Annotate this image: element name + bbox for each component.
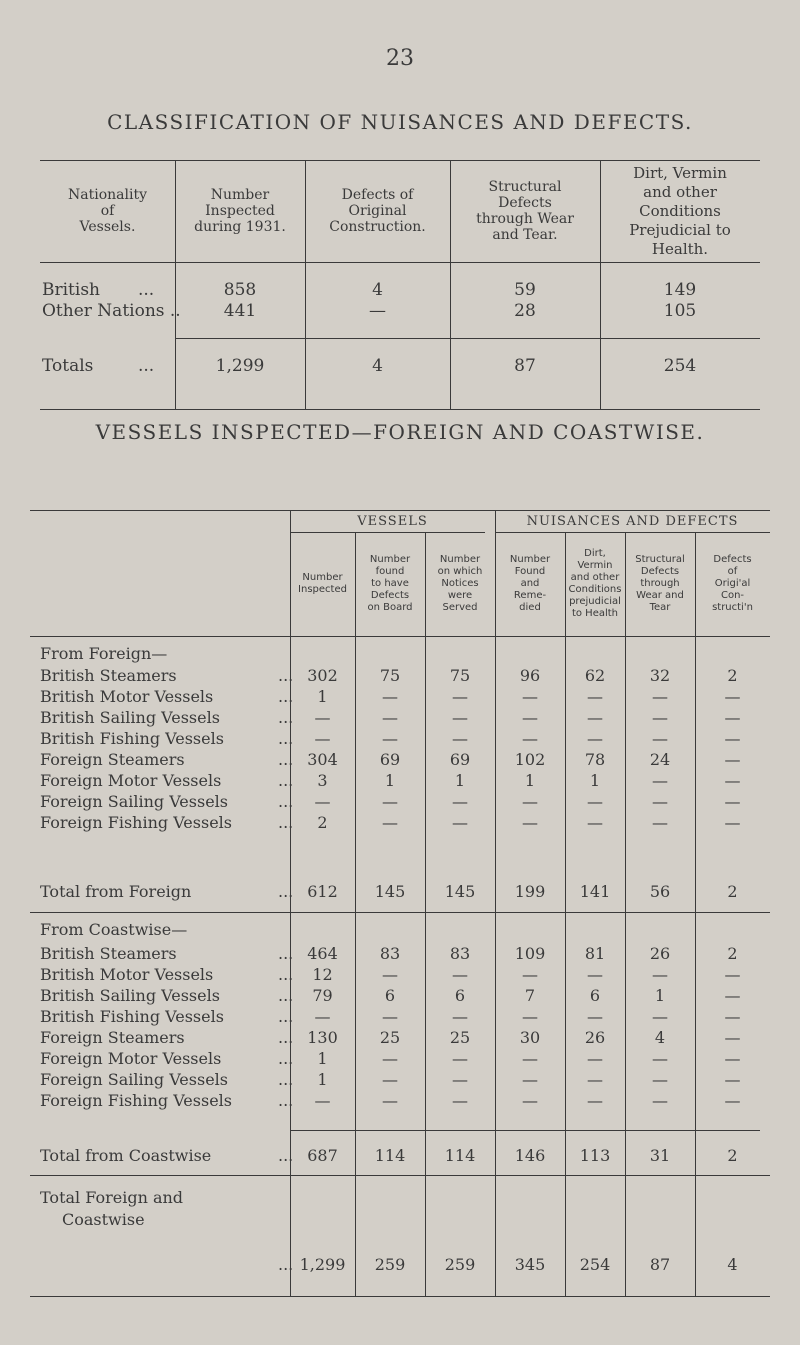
table-cell: 254	[579, 1255, 611, 1274]
table-cell: 1	[317, 1070, 328, 1089]
table-cell: 62	[584, 666, 606, 685]
table-cell: 4	[727, 1255, 738, 1274]
section-heading-coastwise: From Coastwise—	[40, 920, 188, 939]
column-header: Dirt, Vermin and other Conditions prejudicial to Health	[568, 548, 622, 619]
table-cell: 59	[514, 280, 536, 300]
row-label: Foreign Fishing Vessels	[40, 813, 232, 832]
table-cell: 302	[307, 666, 338, 685]
column-header: Number Found and Reme- died	[509, 554, 551, 613]
table-cell: —	[724, 1049, 741, 1068]
table-cell: 145	[444, 882, 476, 901]
table-cell: —	[382, 965, 398, 984]
table-cell: 2	[727, 944, 738, 963]
table-cell: 858	[223, 280, 257, 300]
table-cell: 113	[579, 1146, 611, 1165]
table-cell: —	[522, 708, 538, 727]
table-cell: —	[452, 1091, 468, 1110]
table-cell: —	[724, 1007, 741, 1026]
table-cell: 259	[374, 1255, 406, 1274]
column-header: Number on which Notices were Served	[437, 554, 483, 613]
row-label: British Fishing Vessels	[40, 1007, 224, 1026]
table-cell: —	[314, 729, 331, 748]
table-cell: 1	[654, 986, 666, 1005]
table-cell: 75	[449, 666, 471, 685]
table-cell: 146	[514, 1146, 546, 1165]
table-cell: 2	[317, 813, 328, 832]
row-dots: ...	[278, 666, 294, 685]
row-dots: ...	[278, 708, 294, 727]
rule	[495, 510, 496, 1296]
table-cell: 6	[454, 986, 466, 1005]
table-cell: 4	[654, 1028, 666, 1047]
table-cell: 145	[374, 882, 406, 901]
row-label: British Sailing Vessels	[40, 708, 220, 727]
table-cell: 2	[727, 1146, 738, 1165]
classification-table	[40, 160, 760, 410]
table-cell: 1	[384, 771, 396, 790]
table-cell: —	[452, 813, 468, 832]
rule	[30, 1296, 770, 1297]
rule	[30, 510, 770, 511]
rule	[40, 160, 760, 161]
table-cell: —	[522, 813, 538, 832]
row-dots: ...	[278, 944, 294, 963]
grand-total-label: Total Foreign and	[40, 1188, 184, 1207]
table-cell: 1	[524, 771, 536, 790]
table-cell: 69	[449, 750, 471, 769]
table-cell: —	[587, 708, 603, 727]
column-header: Number Inspected during 1931.	[194, 187, 286, 235]
table-cell: 81	[584, 944, 606, 963]
table-cell: 1	[589, 771, 601, 790]
table-cell: —	[587, 729, 603, 748]
table-cell: —	[452, 1007, 468, 1026]
table-cell: —	[724, 687, 741, 706]
rule	[290, 532, 485, 533]
table-cell: —	[382, 813, 398, 832]
table-cell: 87	[514, 356, 536, 376]
table-cell: —	[724, 1091, 741, 1110]
table-cell: —	[382, 1070, 398, 1089]
rule	[40, 262, 760, 263]
table-cell: —	[652, 729, 668, 748]
table-cell: —	[522, 1070, 538, 1089]
rule	[290, 1130, 760, 1131]
table-cell: —	[522, 1007, 538, 1026]
row-dots: ...	[278, 1255, 294, 1274]
table-cell: 141	[579, 882, 611, 901]
table-cell: —	[652, 1091, 668, 1110]
table-cell: 83	[379, 944, 401, 963]
table-cell: —	[724, 1070, 741, 1089]
table-cell: —	[724, 1028, 741, 1047]
table-cell: —	[314, 1007, 331, 1026]
table-cell: 25	[449, 1028, 471, 1047]
column-header: Structural Defects through Wear and Tear	[635, 554, 685, 613]
row-label: British Fishing Vessels	[40, 729, 224, 748]
row-dots: ...	[278, 965, 294, 984]
table-cell: —	[724, 771, 741, 790]
table-cell: —	[724, 792, 741, 811]
classification-title: CLASSIFICATION OF NUISANCES AND DEFECTS.	[107, 110, 693, 134]
table-cell: 2	[727, 882, 738, 901]
rule	[495, 532, 770, 533]
table-cell: —	[314, 708, 331, 727]
table-cell: 130	[307, 1028, 338, 1047]
row-label: Foreign Sailing Vessels	[40, 792, 228, 811]
row-dots: ...	[278, 771, 294, 790]
row-dots: ...	[278, 750, 294, 769]
table-cell: 1	[454, 771, 466, 790]
table-cell: —	[382, 1007, 398, 1026]
table-cell: 31	[649, 1146, 671, 1165]
group-header-vessels: VESSELS	[357, 514, 428, 529]
table-cell: 4	[372, 280, 383, 300]
row-label: Foreign Sailing Vessels	[40, 1070, 228, 1089]
table-cell: —	[522, 687, 538, 706]
table-cell: —	[452, 729, 468, 748]
column-header: Defects of Original Construction.	[329, 187, 426, 235]
row-label: Totals	[42, 356, 94, 376]
table-cell: —	[587, 687, 603, 706]
table-cell: —	[652, 813, 668, 832]
table-cell: 32	[649, 666, 671, 685]
column-header: Dirt, Vermin and other Conditions Prejudicial to Health.	[629, 164, 731, 258]
table-cell: —	[314, 792, 331, 811]
table-cell: —	[724, 708, 741, 727]
row-label: Other Nations ..	[42, 301, 181, 321]
row-dots: ...	[138, 280, 155, 300]
row-label: British Motor Vessels	[40, 687, 214, 706]
table-cell: —	[587, 1007, 603, 1026]
row-dots: ...	[278, 1049, 294, 1068]
table-cell: —	[452, 792, 468, 811]
table-cell: —	[522, 792, 538, 811]
table-cell: —	[724, 729, 741, 748]
table-cell: —	[382, 792, 398, 811]
table-cell: —	[724, 986, 741, 1005]
column-header: Structural Defects through Wear and Tear.	[476, 179, 574, 243]
table-cell: —	[382, 708, 398, 727]
table-cell: 149	[663, 280, 697, 300]
row-label: British Steamers	[40, 666, 177, 685]
row-label: Foreign Steamers	[40, 1028, 185, 1047]
table-cell: —	[652, 965, 668, 984]
row-label: Total from Coastwise	[40, 1146, 212, 1165]
row-label: British Steamers	[40, 944, 177, 963]
table-cell: 26	[649, 944, 671, 963]
table-cell: —	[382, 1091, 398, 1110]
row-label: British Sailing Vessels	[40, 986, 220, 1005]
group-header-nuisances: NUISANCES AND DEFECTS	[526, 514, 739, 529]
row-label: Foreign Motor Vessels	[40, 1049, 222, 1068]
table-cell: —	[522, 1049, 538, 1068]
table-cell: —	[587, 792, 603, 811]
page-number: 23	[386, 46, 414, 71]
row-dots: ...	[278, 687, 294, 706]
table-cell: —	[452, 1070, 468, 1089]
table-cell: 612	[307, 882, 338, 901]
table-cell: 30	[519, 1028, 541, 1047]
table-cell: —	[314, 1091, 331, 1110]
row-dots: ...	[278, 1070, 294, 1089]
table-cell: —	[652, 1070, 668, 1089]
table-cell: —	[369, 301, 386, 321]
row-dots: ...	[278, 1007, 294, 1026]
rule	[290, 510, 291, 1296]
table-cell: 87	[649, 1255, 671, 1274]
table-cell: —	[382, 1049, 398, 1068]
table-cell: 24	[649, 750, 671, 769]
table-cell: 6	[589, 986, 601, 1005]
table-cell: 75	[379, 666, 401, 685]
row-dots: ...	[278, 1146, 294, 1165]
table-cell: —	[724, 965, 741, 984]
table-cell: —	[382, 687, 398, 706]
table-cell: —	[522, 729, 538, 748]
table-cell: 345	[514, 1255, 546, 1274]
grand-total-label-2: Coastwise	[62, 1210, 145, 1229]
table-cell: 199	[514, 882, 546, 901]
table-cell: —	[452, 708, 468, 727]
table-cell: —	[587, 965, 603, 984]
row-label: Foreign Fishing Vessels	[40, 1091, 232, 1110]
table-cell: 2	[727, 666, 738, 685]
table-cell: —	[652, 1007, 668, 1026]
table-cell: 114	[374, 1146, 406, 1165]
row-dots: ...	[278, 986, 294, 1005]
table-cell: —	[652, 771, 668, 790]
column-header: Number found to have Defects on Board	[367, 554, 413, 613]
table-cell: —	[587, 813, 603, 832]
row-dots: ...	[278, 1091, 294, 1110]
table-cell: —	[522, 965, 538, 984]
table-cell: —	[522, 1091, 538, 1110]
table-cell: 78	[584, 750, 606, 769]
table-cell: —	[652, 1049, 668, 1068]
table-cell: 7	[524, 986, 536, 1005]
table-cell: 464	[307, 944, 338, 963]
table-cell: 304	[307, 750, 338, 769]
table-cell: —	[587, 1091, 603, 1110]
row-label: British	[42, 280, 100, 300]
table-cell: —	[724, 750, 741, 769]
section-heading-foreign: From Foreign—	[40, 644, 168, 663]
table-cell: 12	[312, 965, 333, 984]
table-cell: 83	[449, 944, 471, 963]
rule	[175, 338, 760, 339]
table-cell: 109	[514, 944, 546, 963]
table-cell: 1	[317, 1049, 328, 1068]
vessels-inspected-table	[0, 510, 800, 1300]
rule	[290, 912, 760, 913]
vessels-inspected-title: VESSELS INSPECTED—FOREIGN AND COASTWISE.	[95, 420, 705, 444]
table-cell: —	[652, 708, 668, 727]
column-header: Nationality of Vessels.	[68, 187, 147, 235]
row-label: Total from Foreign	[40, 882, 192, 901]
table-cell: —	[452, 965, 468, 984]
row-dots: ...	[278, 1028, 294, 1047]
rule	[30, 1175, 770, 1176]
row-label: British Motor Vessels	[40, 965, 214, 984]
row-dots: ...	[278, 729, 294, 748]
table-cell: 4	[372, 356, 383, 376]
row-label: Foreign Motor Vessels	[40, 771, 222, 790]
table-cell: 1,299	[215, 356, 265, 376]
table-cell: —	[382, 729, 398, 748]
table-cell: 79	[312, 986, 333, 1005]
table-cell: 102	[514, 750, 546, 769]
table-cell: —	[587, 1049, 603, 1068]
table-cell: 1	[317, 687, 328, 706]
table-cell: 96	[519, 666, 541, 685]
rule	[565, 532, 566, 1296]
row-dots: ...	[278, 813, 294, 832]
rule	[425, 532, 426, 1296]
table-cell: —	[652, 687, 668, 706]
table-cell: 28	[514, 301, 536, 321]
column-header: Number Inspected	[298, 572, 347, 595]
table-cell: 3	[317, 771, 328, 790]
table-cell: 26	[584, 1028, 606, 1047]
table-cell: 56	[649, 882, 671, 901]
table-cell: 259	[444, 1255, 476, 1274]
table-cell: 1,299	[299, 1255, 346, 1274]
table-cell: 441	[223, 301, 257, 321]
table-cell: 105	[663, 301, 697, 321]
table-cell: —	[724, 813, 741, 832]
table-cell: 254	[663, 356, 697, 376]
rule	[355, 532, 356, 1296]
rule	[40, 409, 760, 410]
rule	[30, 636, 770, 637]
table-cell: 687	[307, 1146, 338, 1165]
rule	[625, 532, 626, 1296]
table-cell: —	[452, 687, 468, 706]
row-dots: ...	[138, 356, 155, 376]
table-cell: 6	[384, 986, 396, 1005]
table-cell: —	[587, 1070, 603, 1089]
rule	[695, 532, 696, 1296]
row-label: Foreign Steamers	[40, 750, 185, 769]
table-cell: —	[452, 1049, 468, 1068]
row-dots: ...	[278, 792, 294, 811]
row-dots: ...	[278, 882, 294, 901]
table-cell: 25	[379, 1028, 401, 1047]
column-header: Defects of Origi'al Con- structi'n	[712, 554, 753, 613]
table-cell: —	[652, 792, 668, 811]
table-cell: 114	[444, 1146, 476, 1165]
table-cell: 69	[379, 750, 401, 769]
